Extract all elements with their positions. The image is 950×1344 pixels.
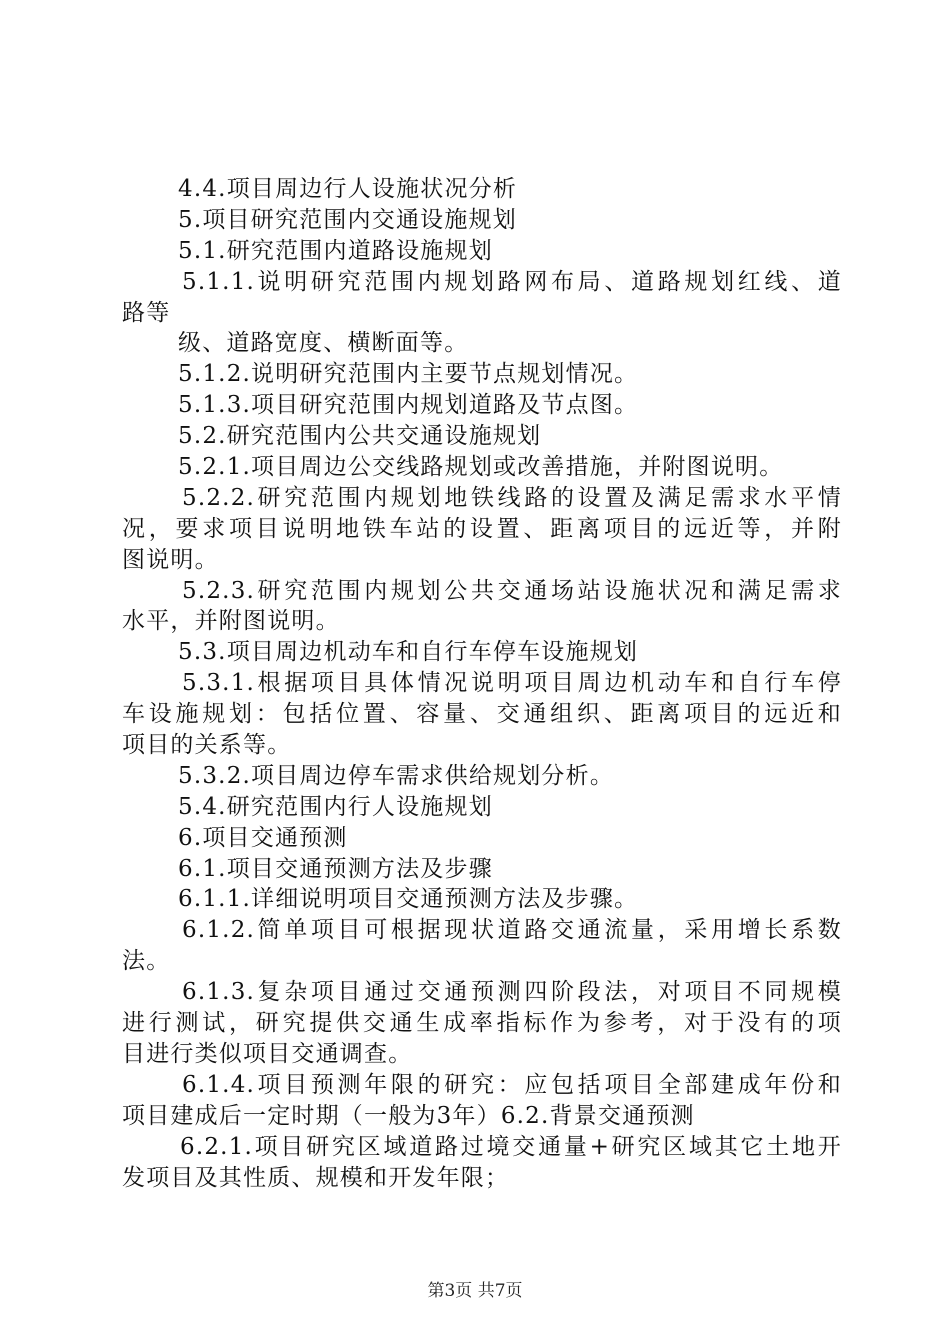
text-line: 5.4.研究范围内行人设施规划: [178, 793, 493, 820]
text-line: 图说明。: [122, 546, 219, 573]
text-line: 5.3.2.项目周边停车需求供给规划分析。: [178, 762, 615, 789]
text-line: 5.2.1.项目周边公交线路规划或改善措施，并附图说明。: [178, 454, 784, 481]
text-line: 进行测试，研究提供交通生成率指标作为参考，对于没有的项: [122, 1010, 842, 1037]
text-line: 项目的关系等。: [122, 732, 292, 759]
text-line: 4.4.项目周边行人设施状况分析: [178, 176, 518, 202]
text-line: 况，要求项目说明地铁车站的设置、距离项目的远近等，并附: [122, 515, 842, 542]
text-line: 5.1.2.说明研究范围内主要节点规划情况。: [178, 361, 639, 388]
text-line: 发项目及其性质、规模和开发年限；: [122, 1164, 510, 1191]
text-line: 水平，并附图说明。: [122, 608, 340, 635]
text-line: 5.2.研究范围内公共交通设施规划: [178, 423, 542, 450]
text-line: 5.项目研究范围内交通设施规划: [178, 206, 517, 233]
page-footer: 第3页 共7页: [427, 1281, 523, 1301]
text-line: 6.1.2.简单项目可根据现状道路交通流量，采用增长系数: [182, 917, 842, 944]
text-line: 目进行类似项目交通调查。: [122, 1040, 413, 1067]
text-line: 5.1.1.说明研究范围内规划路网布局、道路规划红线、道: [182, 268, 842, 295]
text-line: 6.1.3.复杂项目通过交通预测四阶段法，对项目不同规模: [182, 979, 842, 1006]
document-body: [122, 174, 842, 1193]
text-line: 5.2.2.研究范围内规划地铁线路的设置及满足需求水平情: [182, 484, 842, 511]
text-line: 车设施规划：包括位置、容量、交通组织、距离项目的远近和: [122, 701, 842, 728]
text-line: 5.1.研究范围内道路设施规划: [178, 237, 493, 264]
text-line: 6.1.项目交通预测方法及步骤: [178, 855, 493, 882]
text-line: 6.项目交通预测: [178, 824, 348, 851]
text-line: 6.2.1.项目研究区域道路过境交通量+研究区域其它土地开: [180, 1133, 842, 1160]
text-line: 项目建成后一定时期（一般为3年）6.2.背景交通预测: [122, 1102, 695, 1129]
text-line: 5.3.1.根据项目具体情况说明项目周边机动车和自行车停: [182, 670, 842, 697]
text-line: 5.1.3.项目研究范围内规划道路及节点图。: [178, 392, 639, 419]
text-line: 5.3.项目周边机动车和自行车停车设施规划: [178, 639, 639, 666]
text-line: 级、道路宽度、横断面等。: [178, 330, 469, 357]
text-line: 6.1.4.项目预测年限的研究：应包括项目全部建成年份和: [182, 1071, 842, 1098]
text-line: 5.2.3.研究范围内规划公共交通场站设施状况和满足需求: [182, 577, 842, 604]
text-line: 6.1.1.详细说明项目交通预测方法及步骤。: [178, 886, 639, 913]
text-line: 路等: [122, 299, 171, 326]
text-line: 法。: [122, 948, 171, 975]
